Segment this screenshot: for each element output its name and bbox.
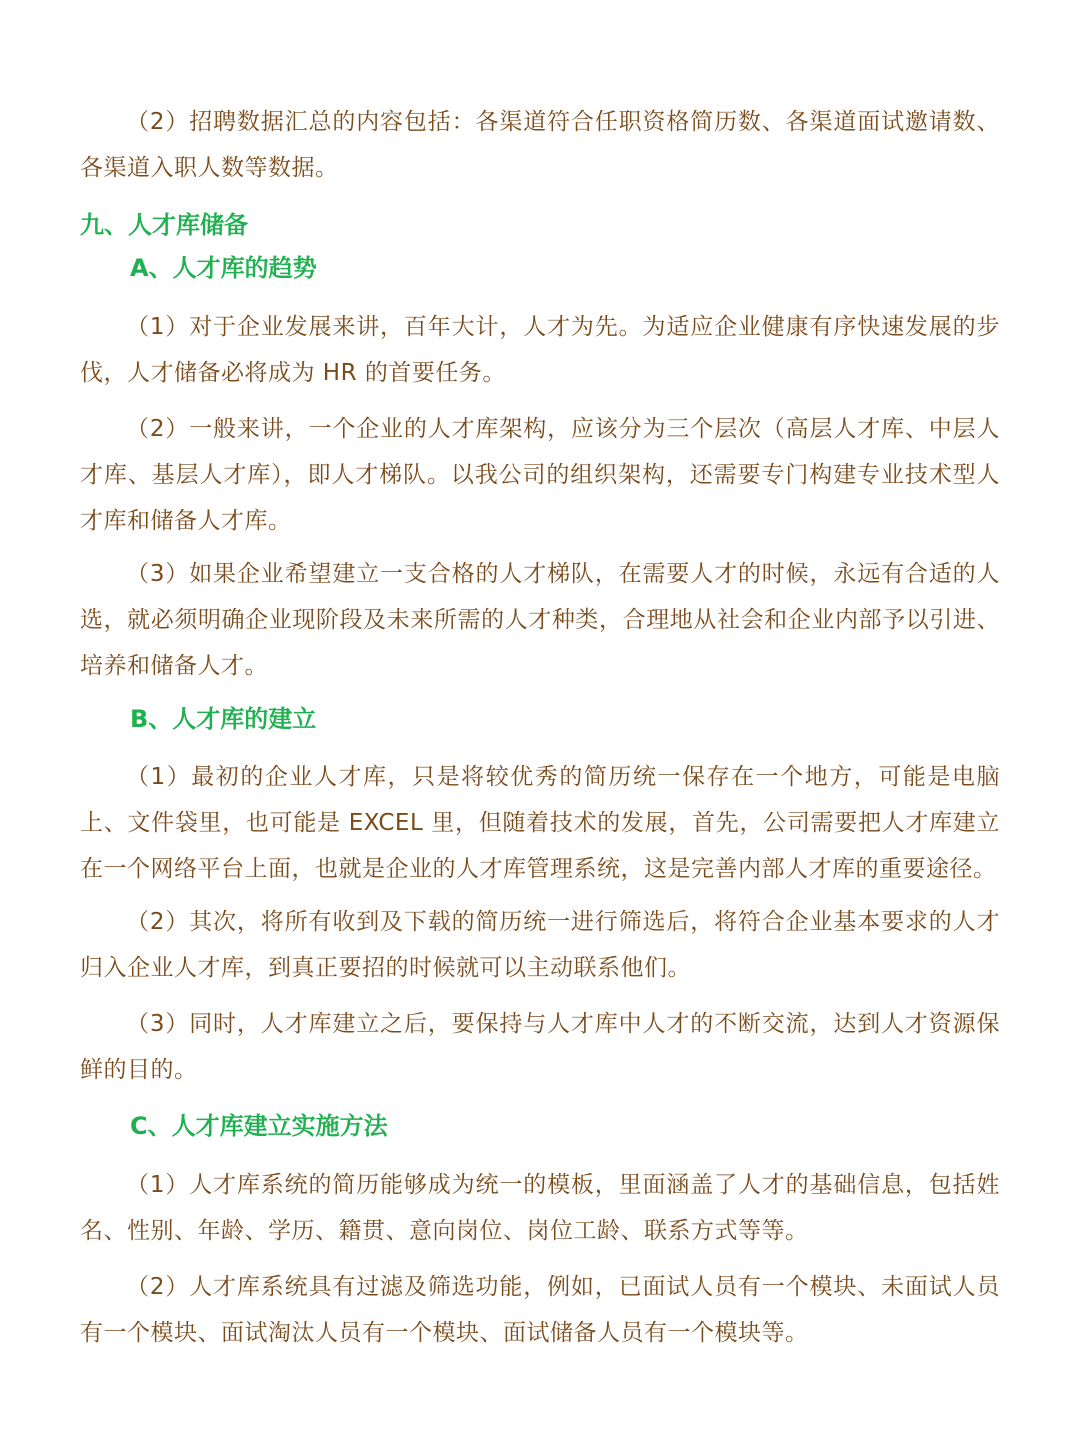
paragraph-b-1: （1）最初的企业人才库，只是将较优秀的简历统一保存在一个地方，可能是电脑上、文件袋里，也可能是 EXCEL 里，但随着技术的发展，首先，公司需要把人才库建立在一个网络平台上面，也就是企业的人才库管理系统，这是完善内部人才库的重要途径。 <box>80 764 1000 882</box>
paragraph-b-3: （3）同时，人才库建立之后，要保持与人才库中人才的不断交流，达到人才资源保鲜的目的。 <box>80 1011 1000 1083</box>
subsection-c-heading: C、人才库建立实施方法 <box>130 1112 388 1140</box>
paragraph-b-2: （2）其次，将所有收到及下载的简历统一进行筛选后，将符合企业基本要求的人才归入企业人才库，到真正要招的时候就可以主动联系他们。 <box>80 909 1000 981</box>
paragraph-a-2: （2）一般来讲，一个企业的人才库架构，应该分为三个层次（高层人才库、中层人才库、基层人才库），即人才梯队。以我公司的组织架构，还需要专门构建专业技术型人才库和储备人才库。 <box>80 416 1000 534</box>
subsection-b-heading: B、人才库的建立 <box>130 705 317 733</box>
paragraph-recruit-data-2: （2）招聘数据汇总的内容包括：各渠道符合任职资格简历数、各渠道面试邀请数、各渠道入职人数等数据。 <box>80 109 1000 181</box>
paragraph-c-2: （2）人才库系统具有过滤及筛选功能，例如，已面试人员有一个模块、未面试人员有一个模块、面试淘汰人员有一个模块、面试储备人员有一个模块等。 <box>80 1274 1000 1346</box>
section-9-heading: 九、人才库储备 <box>80 211 248 239</box>
paragraph-c-1: （1）人才库系统的简历能够成为统一的模板，里面涵盖了人才的基础信息，包括姓名、性别、年龄、学历、籍贯、意向岗位、岗位工龄、联系方式等等。 <box>80 1172 1000 1244</box>
paragraph-a-1: （1）对于企业发展来讲，百年大计，人才为先。为适应企业健康有序快速发展的步伐，人才储备必将成为 HR 的首要任务。 <box>80 314 1000 386</box>
paragraph-a-3: （3）如果企业希望建立一支合格的人才梯队，在需要人才的时候，永远有合适的人选，就必须明确企业现阶段及未来所需的人才种类，合理地从社会和企业内部予以引进、培养和储备人才。 <box>80 561 1000 679</box>
subsection-a-heading: A、人才库的趋势 <box>130 254 317 282</box>
